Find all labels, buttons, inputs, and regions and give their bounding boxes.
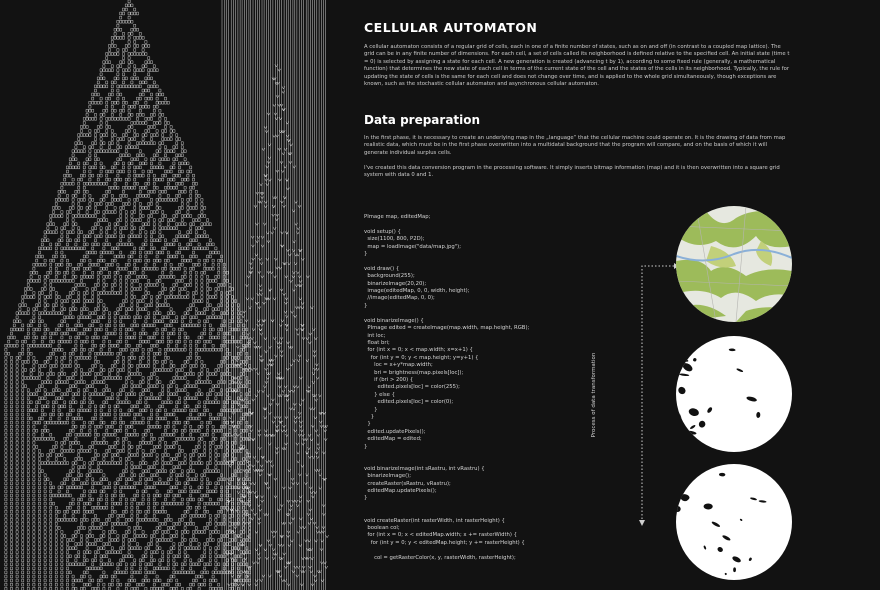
section-paragraph-1: In the first phase, it is necessary to create an underlying map in the „language“ that the cellular machine could operate on. It is the drawing of data from map realistic data, which must be in the first phase overwritten into a multidatal background that the program will compare, and on the basis of which it will generate individual surplus cells. [364,135,786,156]
binarized-map-image [676,336,792,452]
raster-map-image [676,464,792,580]
process-label: Process of data transformation [591,352,597,438]
map-image [676,206,792,322]
process-arrow [630,260,680,530]
section-paragraph-2: I've created this data conversion program in the processing software. It simply inserts bitmap information (map) and it is then overwritten into a square grid system with data 0 and 1. [364,165,780,179]
page-title: CELLULAR AUTOMATON [364,20,538,35]
section-title: Data preparation [364,113,481,127]
cellular-automaton-artwork [0,0,350,590]
intro-paragraph: A cellular automaton consists of a regular grid of cells, each in one of a finite number of states, such as on and off (in contrast to a coupled map lattice). The grid can be in any finite number of dimensions. For each cell, a set of cells called its neighborhood is defined relative to the specified cell. An initial state (time t = 0) is selected by assigning a state for each cell. A new generation is created (advancing t by 1), according to some fixed rule (generally, a mathematical function) that determines the new state of each cell in terms of the current state of the cell and the states of the cells in its neighborhood. Typically, the rule for updating the state of cells is the same for each cell and does not change over time, and is applied to the whole grid simultaneously, though exceptions are known, such as the stochastic cellular automaton and asynchronous cellular automaton. [364,44,790,88]
code-listing: PImage map, editedMap; void setup() { size(1100, 800, P2D); map = loadImage("data/map.jpg"); } void draw() { background(255); binarizeImage(20,20); image(editedMap, 0, 0, width, height); //image(editedMap, 0, 0); } void binarizeImage() { PImage edited = createImage(map.width, map.height, RGB); int loc; float bri; for (int x = 0; x < map.width; x=x+1) { for (int y = 0; y < map.height; y=y+1) { loc = x+y*map.width; bri = brightness(map.pixels[loc]); if (bri > 200) { edited.pixels[loc] = color(255); } else { edited.pixels[loc] = color(0); } } } edited.updatePixels(); editedMap = edited; } void binarizeImage(int sRastru, int vRastru) { binarizeImage(); createRaster(sRastru, vRastru); editedMap.updatePixels(); } void createRaster(int rasterWidth, int rasterHeight) { boolean col; for (int x = 0; x < editedMap.width; x += rasterWidth) { for (int y = 0; y < editedMap.height; y += rasterHeight) { col = getRasterColor(x, y, rasterWidth, rasterHeight); [364,214,530,561]
